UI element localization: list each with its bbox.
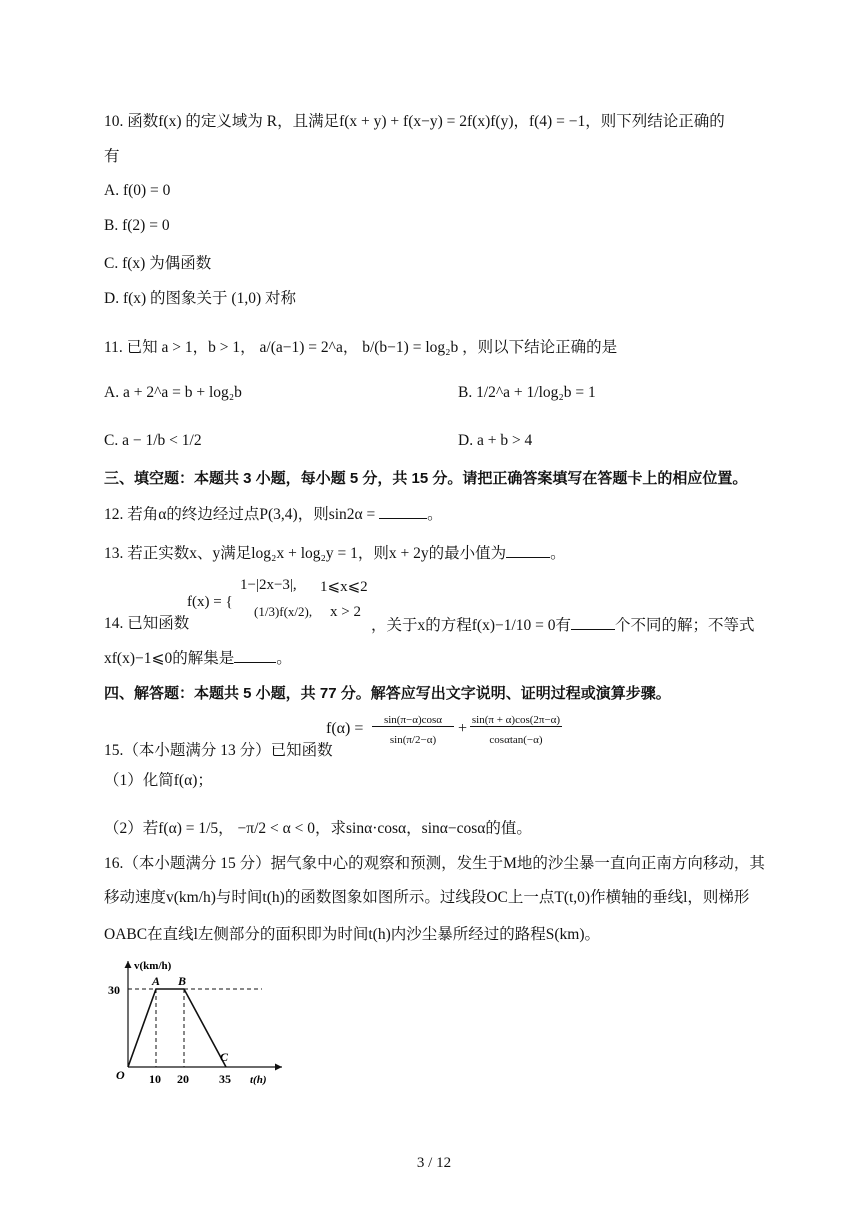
q10-option-d: D. f(x) 的图象关于 (1,0) 对称	[104, 290, 297, 307]
q11-stem: 11. 已知 a > 1，b > 1， a/(a−1) = 2^a， b/(b−1) = log₂b ，则以下结论正确的是	[104, 339, 618, 356]
point-label: C	[220, 1050, 229, 1064]
q11-prefix: 11. 已知 a > 1，b > 1，	[104, 339, 256, 356]
q15-numerator-2: sin(π + α)cos(2π−α)	[471, 714, 561, 726]
section-3-heading: 三、填空题：本题共 3 小题，每小题 5 分，共 15 分。请把正确答案填写在答题卡上的相应位置。	[104, 470, 748, 487]
q12-line	[104, 504, 443, 526]
q11-option-b: B. 1/2^a + 1/log₂b = 1	[458, 384, 596, 401]
q14-fx: f(x) = {	[187, 594, 233, 610]
q14-tail: 个不同的解；不等式	[615, 617, 755, 634]
q15-numerator-1: sin(π−α)cosα	[372, 714, 454, 727]
q14-mid	[371, 613, 755, 635]
origin-label: O	[116, 1068, 125, 1082]
x-tick-label: 20	[177, 1072, 189, 1086]
q14-case2-expr: (1/3)f(x/2),	[254, 604, 313, 619]
q15-part-2-range: −π/2 < α < 0	[237, 820, 316, 837]
q16-line1: 16.（本小题满分 15 分）据气象中心的观察和预测，发生于M地的沙尘暴一直向正南方向移动，其	[104, 855, 765, 872]
q13-line	[104, 543, 566, 565]
q12-text: 12. 若角α的终边经过点P(3,4)，则sin2α =	[104, 506, 376, 523]
q16-line2: 移动速度v(km/h)与时间t(h)的函数图象如图所示。过线段OC上一点T(t,0)作横轴的垂线l，则梯形	[104, 889, 750, 906]
point-label: B	[178, 974, 187, 988]
q14-answer-blank-2	[234, 661, 276, 663]
q13-text: 13. 若正实数x、y满足log₂x + log₂y = 1，则x + 2y的最小值为	[104, 545, 507, 562]
q14-prefix: 14. 已知函数	[104, 615, 190, 632]
q11-condition-1: a/(a−1) = 2^a	[259, 339, 343, 356]
q14-end: 。	[276, 650, 292, 667]
q16-line3: OABC在直线l左侧部分的面积即为时间t(h)内沙尘暴所经过的路程S(km)。	[104, 926, 601, 943]
y-axis-label: v(km/h)	[134, 960, 172, 972]
q14-line2	[104, 648, 292, 670]
q11-option-c: C. a − 1/b < 1/2	[104, 432, 202, 449]
q10-line2: 有	[104, 148, 120, 165]
q14-answer-blank-1	[571, 628, 615, 630]
q10-option-c: C. f(x) 为偶函数	[104, 255, 212, 272]
q15-denominator-1: sin(π/2−α)	[389, 734, 437, 746]
point-label: A	[152, 974, 161, 988]
q15-part-2-ask: ，求sinα·cosα，sinα−cosα的值。	[315, 820, 532, 837]
q15-plus: +	[458, 720, 468, 737]
x-tick-label: 35	[219, 1072, 231, 1086]
q11-condition-2: b/(b−1) = log₂b	[362, 339, 459, 356]
q13-end: 。	[550, 545, 566, 562]
section-4-heading: 四、解答题：本题共 5 小题，共 77 分。解答应写出文字说明、证明过程或演算步骤。	[104, 685, 671, 702]
velocity-time-chart	[100, 955, 290, 1090]
q14-case1-expr: 1−|2x−3|,	[240, 577, 297, 593]
velocity-line	[128, 989, 226, 1067]
q11-option-a: A. a + 2^a = b + log₂b	[104, 384, 242, 401]
q15-part-2-condition: （2）若f(α) = 1/5，	[104, 820, 234, 837]
q14-inequality-text: xf(x)−1⩽0的解集是	[104, 650, 235, 667]
q14-equation-text: ，关于x的方程f(x)−1/10 = 0有	[371, 617, 572, 634]
q11-suffix: ，则以下结论正确的是	[462, 339, 618, 356]
q12-answer-blank	[379, 517, 427, 519]
q14-case1-cond: 1⩽x⩽2	[320, 579, 368, 595]
q11-option-d: D. a + b > 4	[458, 432, 533, 449]
q15-part-2	[104, 818, 532, 840]
q10-line1: 10. 函数f(x) 的定义域为 R，且满足f(x + y) + f(x−y) = 2f(x)f(y)，f(4) = −1，则下列结论正确的	[104, 113, 725, 130]
x-axis-label: t(h)	[250, 1074, 267, 1086]
q14-case2-cond: x > 2	[330, 604, 361, 620]
q10-option-b: B. f(2) = 0	[104, 217, 170, 234]
q15-part-1: （1）化简f(α)；	[104, 772, 213, 789]
q15-head: 15.（本小题满分 13 分）已知函数	[104, 742, 333, 759]
y-tick-label: 30	[108, 983, 120, 997]
x-tick-label: 10	[149, 1072, 161, 1086]
q13-answer-blank	[506, 556, 550, 558]
q10-option-a: A. f(0) = 0	[104, 182, 171, 199]
q15-formula-lhs: f(α) =	[326, 720, 364, 737]
q12-end: 。	[427, 506, 443, 523]
q15-denominator-2: cosαtan(−α)	[489, 734, 543, 746]
page-number: 3 / 12	[416, 1155, 452, 1171]
